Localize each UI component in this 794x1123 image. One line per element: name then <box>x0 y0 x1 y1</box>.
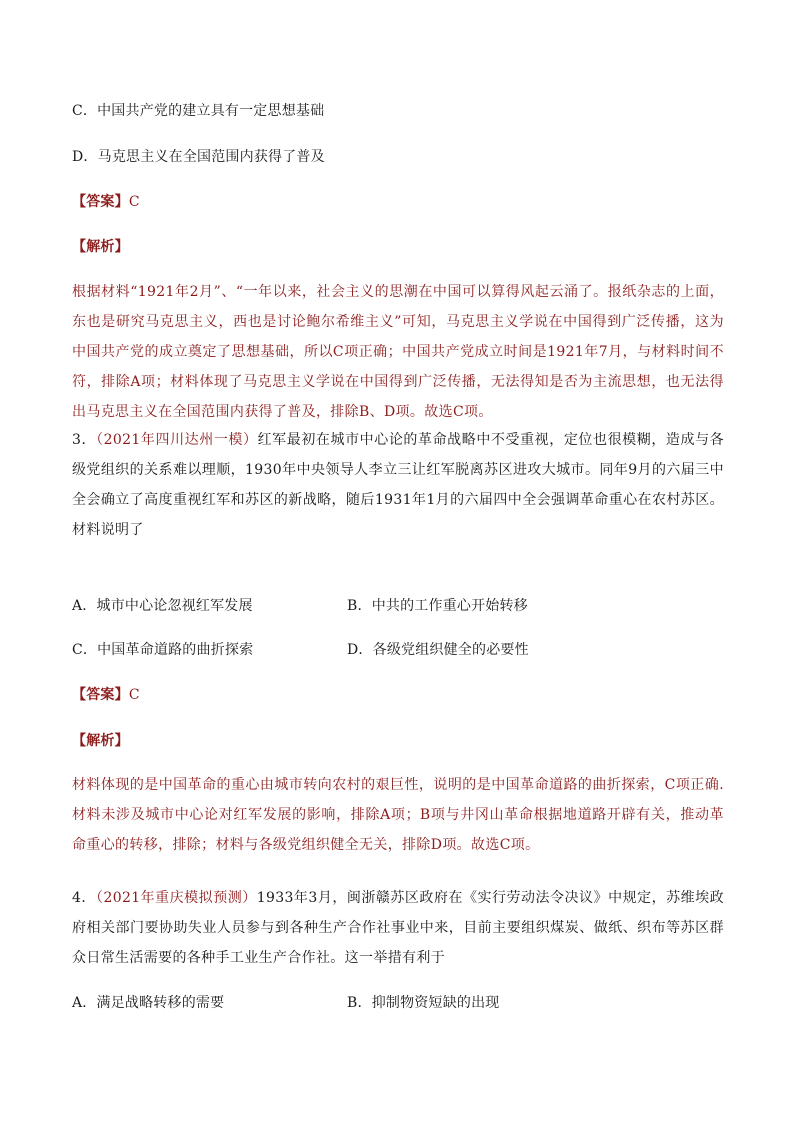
q2-answer <box>72 192 140 212</box>
answer-label: 【答案】 <box>72 194 129 210</box>
q4-stem: 1933年3月，闽浙赣苏区政府在《实行劳动法令决议》中规定，苏维埃政府相关部门要协助失业人员参与到各种生产合作社事业中来，目前主要组织煤炭、做纸、织布等苏区群众日常生活需要的各种手工业生产合作社。这一举措有利于 <box>72 890 725 966</box>
q4-number: 4． <box>72 890 96 906</box>
q3-option-a: A．城市中心论忽视红军发展 <box>72 598 253 614</box>
q2-analysis-label: 【解析】 <box>72 239 129 255</box>
q2-option-d: D．马克思主义在全国范围内获得了普及 <box>72 149 325 165</box>
q3-stem-block <box>72 425 724 545</box>
answer-value: C <box>128 194 140 210</box>
answer-label: 【答案】 <box>72 687 129 703</box>
q3-number: 3． <box>72 432 97 448</box>
q3-option-d: D．各级党组织健全的必要性 <box>347 642 529 658</box>
q4-stem-block <box>72 883 724 973</box>
q3-stem: 红军最初在城市中心论的革命战略中不受重视，定位也很模糊，造成与各级党组织的关系难以理顺，1930年中央领导人李立三让红军脱离苏区进攻大城市。同年9月的六届三中全会确立了高度重视红军和苏区的新战略，随后1931年1月的六届四中全会强调革命重心在农村苏区。材料说明了 <box>72 432 725 538</box>
answer-value: C <box>128 687 140 703</box>
q3-analysis-text: 材料体现的是中国革命的重心由城市转向农村的艰巨性，说明的是中国革命道路的曲折探索，C项正确.材料未涉及城市中心论对红军发展的影响，排除A项；B项与井冈山革命根据地道路开辟有关，推动革命重心的转移，排除；材料与各级党组织健全无关，排除D项。故选C项。 <box>72 777 724 853</box>
q4-option-a: A．满足战略转移的需要 <box>72 995 225 1011</box>
q3-source: （2021年四川达州一模） <box>96 432 258 448</box>
q4-option-b: B．抑制物资短缺的出现 <box>347 995 500 1011</box>
q2-option-c: C．中国共产党的建立具有一定思想基础 <box>72 103 325 119</box>
q4-source: （2021年重庆模拟预测） <box>95 890 257 906</box>
q3-option-c: C．中国革命道路的曲折探索 <box>72 642 254 658</box>
q3-analysis-label: 【解析】 <box>72 733 129 749</box>
q3-option-b: B．中共的工作重心开始转移 <box>347 598 528 614</box>
q2-analysis-text: 根据材料“1921年2月”、“一年以来，社会主义的思潮在中国可以算得风起云涌了。报纸杂志的上面，东也是研究马克思主义，西也是讨论鲍尔希维主义”可知，马克思主义学说在中国得到广泛传播，这为中国共产党的成立奠定了思想基础，所以C项正确；中国共产党成立时间是1921年7月，与材料时间不符，排除A项；材料体现了马克思主义学说在中国得到广泛传播，无法得知是否为主流思想，也无法得出马克思主义在全国范围内获得了普及，排除B、D项。故选C项。 <box>72 284 724 420</box>
q3-answer <box>72 685 140 705</box>
